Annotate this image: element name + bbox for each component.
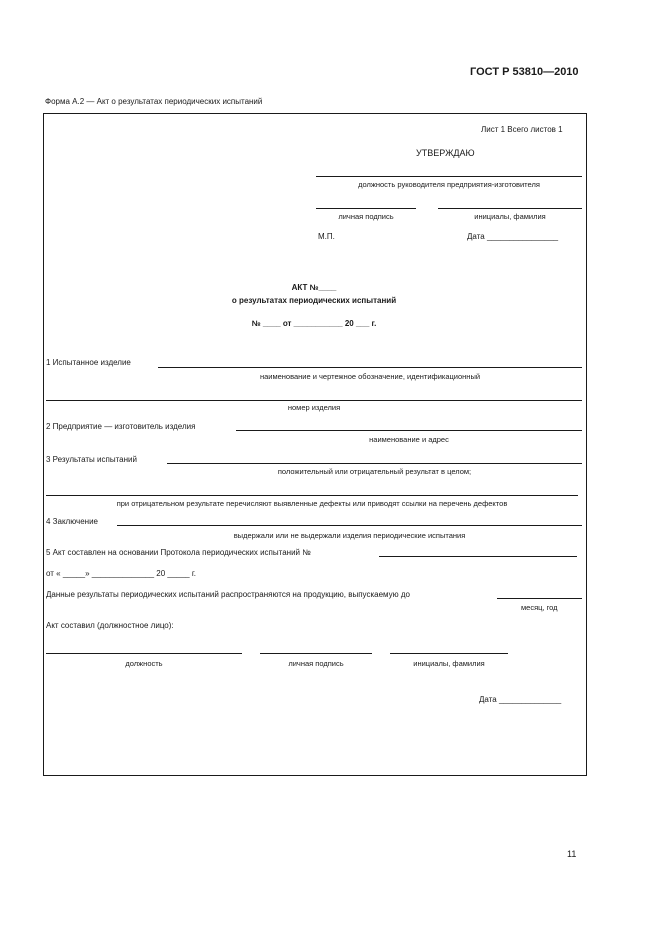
results-caption: положительный или отрицательный результат в целом; — [277, 467, 472, 476]
item-number-line[interactable] — [46, 400, 582, 401]
approval-date[interactable]: Дата ________________ — [467, 232, 559, 241]
position-line[interactable] — [316, 176, 582, 177]
approval-signature-line[interactable] — [316, 208, 416, 209]
conclusion-caption: выдержали или не выдержали изделия периодические испытания — [233, 531, 466, 540]
manufacturer-caption: наименование и адрес — [369, 435, 449, 444]
act-title: АКТ №____ — [291, 283, 337, 292]
defects-line[interactable] — [46, 495, 578, 496]
approval-initials-line[interactable] — [438, 208, 582, 209]
approval-initials-caption: инициалы, фамилия — [474, 212, 546, 221]
page-number: 11 — [567, 849, 577, 859]
form-caption: Форма А.2 — Акт о результатах периодических испытаний — [45, 97, 263, 106]
sign-position-caption: должность — [125, 659, 163, 668]
sign-signature-caption: личная подпись — [288, 659, 344, 668]
sheet-info: Лист 1 Всего листов 1 — [481, 125, 563, 134]
conclusion-label: 4 Заключение — [46, 517, 98, 526]
standard-number: ГОСТ Р 53810—2010 — [470, 66, 579, 78]
sign-signature-line[interactable] — [260, 653, 372, 654]
sign-initials-line[interactable] — [390, 653, 508, 654]
conclusion-line[interactable] — [117, 525, 582, 526]
tested-item-caption: наименование и чертежное обозначение, идентификационный — [259, 372, 481, 381]
final-date[interactable]: Дата ______________ — [479, 695, 562, 704]
approval-signature-caption: личная подпись — [338, 212, 394, 221]
protocol-basis-label: 5 Акт составлен на основании Протокола периодических испытаний № — [46, 548, 311, 557]
compiled-by-label: Акт составил (должностное лицо): — [46, 621, 174, 630]
protocol-number-line[interactable] — [379, 556, 577, 557]
manufacturer-label: 2 Предприятие — изготовитель изделия — [46, 422, 196, 431]
item-number-caption: номер изделия — [287, 403, 341, 412]
defects-caption: при отрицательном результате перечисляют выявленные дефекты или приводят ссылки на перечень дефектов — [116, 499, 508, 508]
protocol-date[interactable]: от « _____» ______________ 20 _____ г. — [46, 569, 197, 578]
extension-line[interactable] — [497, 598, 582, 599]
results-label: 3 Результаты испытаний — [46, 455, 137, 464]
sign-initials-caption: инициалы, фамилия — [413, 659, 485, 668]
extension-caption: месяц, год — [521, 603, 558, 612]
sign-position-line[interactable] — [46, 653, 242, 654]
act-number-line[interactable]: № ____ от ___________ 20 ___ г. — [251, 319, 377, 328]
results-line[interactable] — [167, 463, 582, 464]
tested-item-label: 1 Испытанное изделие — [46, 358, 131, 367]
position-caption: должность руководителя предприятия-изготовителя — [358, 180, 540, 189]
extension-text: Данные результаты периодических испытаний распространяются на продукцию, выпускаемую до — [46, 590, 410, 599]
approval-title: УТВЕРЖДАЮ — [416, 148, 475, 158]
tested-item-line[interactable] — [158, 367, 582, 368]
stamp-label: М.П. — [318, 232, 335, 241]
act-subtitle: о результатах периодических испытаний — [231, 296, 397, 305]
manufacturer-line[interactable] — [236, 430, 582, 431]
